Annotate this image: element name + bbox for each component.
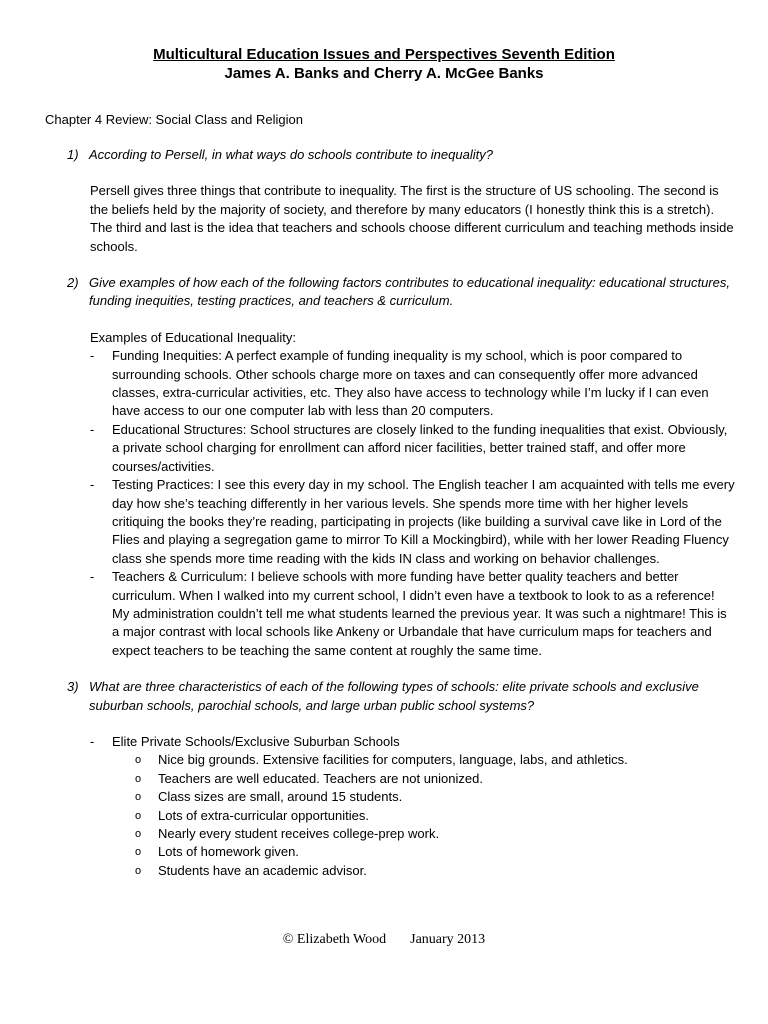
sub-list-item-text: Students have an academic advisor. xyxy=(158,862,367,878)
list-item-text: Teachers & Curriculum: I believe schools with more funding have better quality teachers and better curriculum. When I walked into my current school, I didn’t even have a textbook to look to as a reference! My administration couldn’t tell me what students learned the previous year. It was such a nightmare! This is a major contrast with local schools like Ankeny or Urbandale that have curriculum maps for teachers and expect teachers to be teaching the same content at roughly the same time. xyxy=(112,569,727,658)
circle-bullet: o xyxy=(135,809,142,822)
list-item xyxy=(45,347,735,421)
document-header xyxy=(0,45,768,83)
question-text: According to Persell, in what ways do schools contribute to inequality? xyxy=(89,147,493,162)
question-3-section xyxy=(45,678,735,880)
circle-bullet: o xyxy=(135,772,142,785)
document-body xyxy=(45,146,735,898)
sub-list-item xyxy=(45,770,735,788)
sub-list-item xyxy=(45,788,735,806)
examples-subheading: Examples of Educational Inequality: xyxy=(90,329,296,345)
dash-bullet: - xyxy=(90,569,95,585)
sub-list-item-text: Teachers are well educated. Teachers are not unionized. xyxy=(158,770,483,786)
inequality-examples-list xyxy=(45,347,735,660)
question-1 xyxy=(45,146,735,164)
sub-list-item-text: Nice big grounds. Extensive facilities for computers, language, labs, and athletics. xyxy=(158,752,628,768)
list-item-text: Funding Inequities: A perfect example of funding inequality is my school, which is poor compared to surrounding schools. Other schools charge more on taxes and can consequently offer more advanced classes, extra-curricular activities, etc. They also have access to technology while I’m lucky if I can even have access to our one computer lab with less than 20 computers. xyxy=(112,348,709,419)
circle-bullet: o xyxy=(135,846,142,859)
page-footer xyxy=(0,932,768,948)
document-title: Multicultural Education Issues and Perspectives Seventh Edition xyxy=(153,46,615,63)
list-item xyxy=(45,476,735,568)
list-item xyxy=(45,421,735,476)
school-types-list xyxy=(45,733,735,751)
sub-list-item xyxy=(45,843,735,861)
sub-list-item-text: Nearly every student receives college-prep work. xyxy=(158,826,440,841)
answer-1: Persell gives three things that contribute to inequality. The first is the structure of US schooling. The second is the beliefs held by the majority of society, and therefore by many educators (I honestly think this is a stretch). The third and last is the idea that teachers and schools choose different curriculum and teaching methods inside schools. xyxy=(90,183,734,254)
list-item xyxy=(45,568,735,660)
question-2 xyxy=(45,274,735,311)
question-3 xyxy=(45,678,735,715)
question-number: 2) xyxy=(67,275,79,291)
sub-list-item xyxy=(45,862,735,880)
sub-list-item-text: Lots of homework given. xyxy=(158,844,299,860)
characteristics-list xyxy=(45,751,735,880)
list-item-text: Educational Structures: School structures are closely linked to the funding inequalities that exist. Obviously, a private school charging for enrollment can afford nicer facilities, better trained staff, and offer more courses/activities. xyxy=(112,421,728,474)
question-text: Give examples of how each of the following factors contributes to educational inequality: educational structures, funding inequities, testing practices, and teachers & curriculum. xyxy=(89,275,730,309)
circle-bullet: o xyxy=(135,791,142,804)
list-item xyxy=(45,733,735,751)
sub-list-item-text: Class sizes are small, around 15 students. xyxy=(158,789,403,805)
question-number: 3) xyxy=(67,679,79,695)
question-1-section xyxy=(45,146,735,256)
question-number: 1) xyxy=(67,147,79,162)
list-item-text: Testing Practices: I see this every day in my school. The English teacher I am acquainted with tells me every day how she’s teaching differently in her various levels. She spends more time with her higher levels critiquing the books they’re reading, participating in projects (like building a survival cave like in Lord of the Flies and playing a segregation game to mirror To Kill a Mockingbird), while with her lower Reading Fluency class she spends more time reading with the kids IN class and working on behavior challenges. xyxy=(112,477,735,566)
sub-list-item xyxy=(45,751,735,769)
document-authors: James A. Banks and Cherry A. McGee Banks xyxy=(224,65,544,82)
list-item-text: Elite Private Schools/Exclusive Suburban Schools xyxy=(112,733,400,749)
question-text: What are three characteristics of each of the following types of schools: elite private schools and exclusive suburban schools, parochial schools, and large urban public school systems? xyxy=(89,679,699,713)
question-2-section xyxy=(45,274,735,660)
sub-list-item xyxy=(45,807,735,825)
footer-date: January 2013 xyxy=(410,932,486,947)
dash-bullet: - xyxy=(90,421,95,437)
dash-bullet: - xyxy=(90,348,95,364)
sub-list-item-text: Lots of extra-curricular opportunities. xyxy=(158,807,369,823)
circle-bullet: o xyxy=(135,754,142,767)
circle-bullet: o xyxy=(135,864,142,877)
footer-author: © Elizabeth Wood xyxy=(282,932,387,947)
circle-bullet: o xyxy=(135,828,142,840)
chapter-heading: Chapter 4 Review: Social Class and Religion xyxy=(45,112,303,127)
dash-bullet: - xyxy=(90,477,95,493)
dash-bullet: - xyxy=(90,733,95,749)
sub-list-item xyxy=(45,825,735,843)
